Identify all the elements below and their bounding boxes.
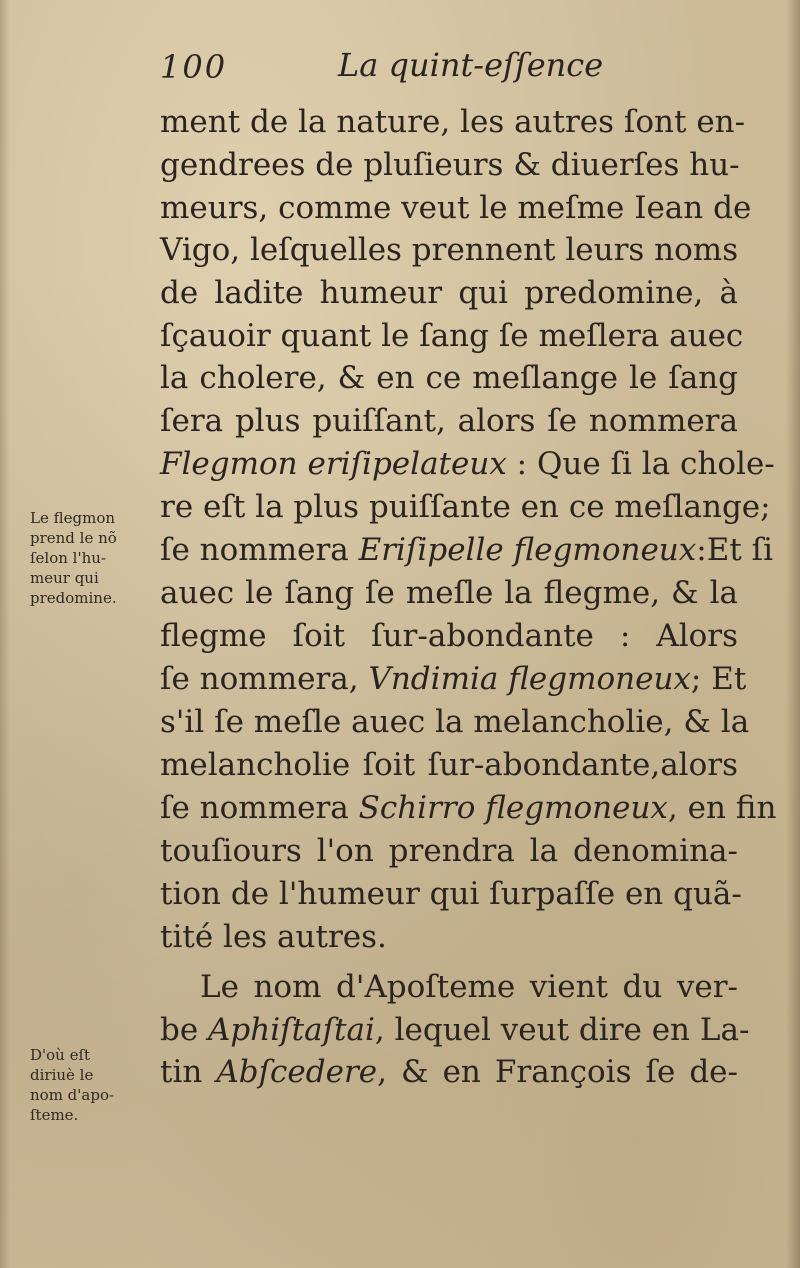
text-line <box>160 874 742 914</box>
text-segment: ſçauoir quant le ſang ſe meſlera auec <box>160 318 744 354</box>
margin-note-apostheme <box>30 1045 156 1125</box>
text-segment: ſera plus puiſſant, alors ſe nommera <box>160 403 738 439</box>
text-line <box>160 188 752 228</box>
text-segment: ſe nommera <box>160 532 359 568</box>
margin-note-line: D'où eſt <box>30 1046 91 1064</box>
text-line <box>160 102 746 142</box>
italic-term: Aphiſtaſtai <box>208 1012 375 1048</box>
text-line <box>160 230 738 270</box>
text-segment: tion de l'humeur qui ſurpaſſe en quã- <box>160 876 742 912</box>
text-line <box>160 1010 750 1050</box>
text-segment: ſe nommera, <box>160 661 369 697</box>
text-segment: tin <box>160 1054 217 1090</box>
text-line <box>160 316 744 356</box>
text-line <box>160 401 738 441</box>
text-line <box>160 573 738 613</box>
text-segment: melancholie ſoit ſur-abondante,alors <box>160 747 738 783</box>
text-line <box>160 659 747 699</box>
text-segment: ment de la nature, les autres ſont en- <box>160 104 746 140</box>
italic-term: Eriſipelle flegmoneux <box>358 532 697 568</box>
text-segment: auec le ſang ſe meſle la flegme, & la <box>160 575 738 611</box>
margin-note-line: prend le nõ <box>30 529 117 547</box>
text-segment: la cholere, & en ce meſlange le ſang <box>160 360 738 396</box>
text-segment: ſe nommera <box>160 790 359 826</box>
text-line <box>160 530 774 570</box>
text-segment: gendrees de pluſieurs & diuerſes hu- <box>160 147 740 183</box>
text-line <box>160 616 738 656</box>
text-line <box>160 745 738 785</box>
text-segment: Le nom d'Apoſteme vient du ver- <box>200 969 738 1005</box>
text-segment: re eſt la plus puiſſante en ce meſlange; <box>160 489 771 525</box>
text-line <box>160 358 738 398</box>
margin-note-line: meur qui <box>30 569 99 587</box>
page-header <box>160 44 740 94</box>
text-line <box>160 273 738 313</box>
italic-term: Vndimia flegmoneux <box>368 661 691 697</box>
margin-note-line: ſteme. <box>30 1106 79 1124</box>
text-segment: :Et ſi <box>696 532 774 568</box>
text-segment: ; Et <box>690 661 747 697</box>
margin-note-line: ſelon l'hu- <box>30 549 106 567</box>
text-segment: , en fin <box>667 790 777 826</box>
text-line <box>160 145 738 185</box>
italic-term: Abſcedere <box>216 1054 378 1090</box>
text-line <box>160 831 738 871</box>
margin-note-line: nom d'apo- <box>30 1086 115 1104</box>
text-line <box>160 444 775 484</box>
text-segment: Vigo, leſquelles prennent leurs noms <box>160 232 739 268</box>
text-segment: s'il ſe meſle auec la melancholie, & la <box>160 704 750 740</box>
italic-term: Flegmon eriſipelateux <box>160 446 507 482</box>
text-line <box>200 967 738 1007</box>
margin-note-flegmon <box>30 508 156 608</box>
page-gutter-shadow <box>0 0 10 1268</box>
text-segment: be <box>160 1012 209 1048</box>
text-segment: flegme ſoit ſur-abondante : Alors <box>160 618 738 654</box>
margin-note-line: predomine. <box>30 589 117 607</box>
italic-term: Schirro flegmoneux <box>358 790 668 826</box>
text-line <box>160 788 777 828</box>
text-line <box>160 1052 738 1092</box>
text-segment: touſiours l'on prendra la denomina- <box>160 833 738 869</box>
text-line <box>160 487 771 527</box>
text-segment: meurs, comme veut le meſme Iean de <box>160 190 752 226</box>
text-segment: de ladite humeur qui predomine, à <box>160 275 738 311</box>
text-line <box>160 917 738 957</box>
text-segment: tité les autres. <box>160 919 387 955</box>
text-segment: , & en François ſe de- <box>377 1054 738 1090</box>
text-segment: : Que ſi la chole- <box>506 446 775 482</box>
page-edge-shadow <box>786 0 800 1268</box>
running-title: La quint-eſſence <box>338 46 604 84</box>
margin-note-line: diriuè le <box>30 1066 94 1084</box>
text-segment: , lequel veut dire en La- <box>374 1012 750 1048</box>
text-line <box>160 702 750 742</box>
margin-note-line: Le flegmon <box>30 509 116 527</box>
page-number: 100 <box>160 48 228 86</box>
